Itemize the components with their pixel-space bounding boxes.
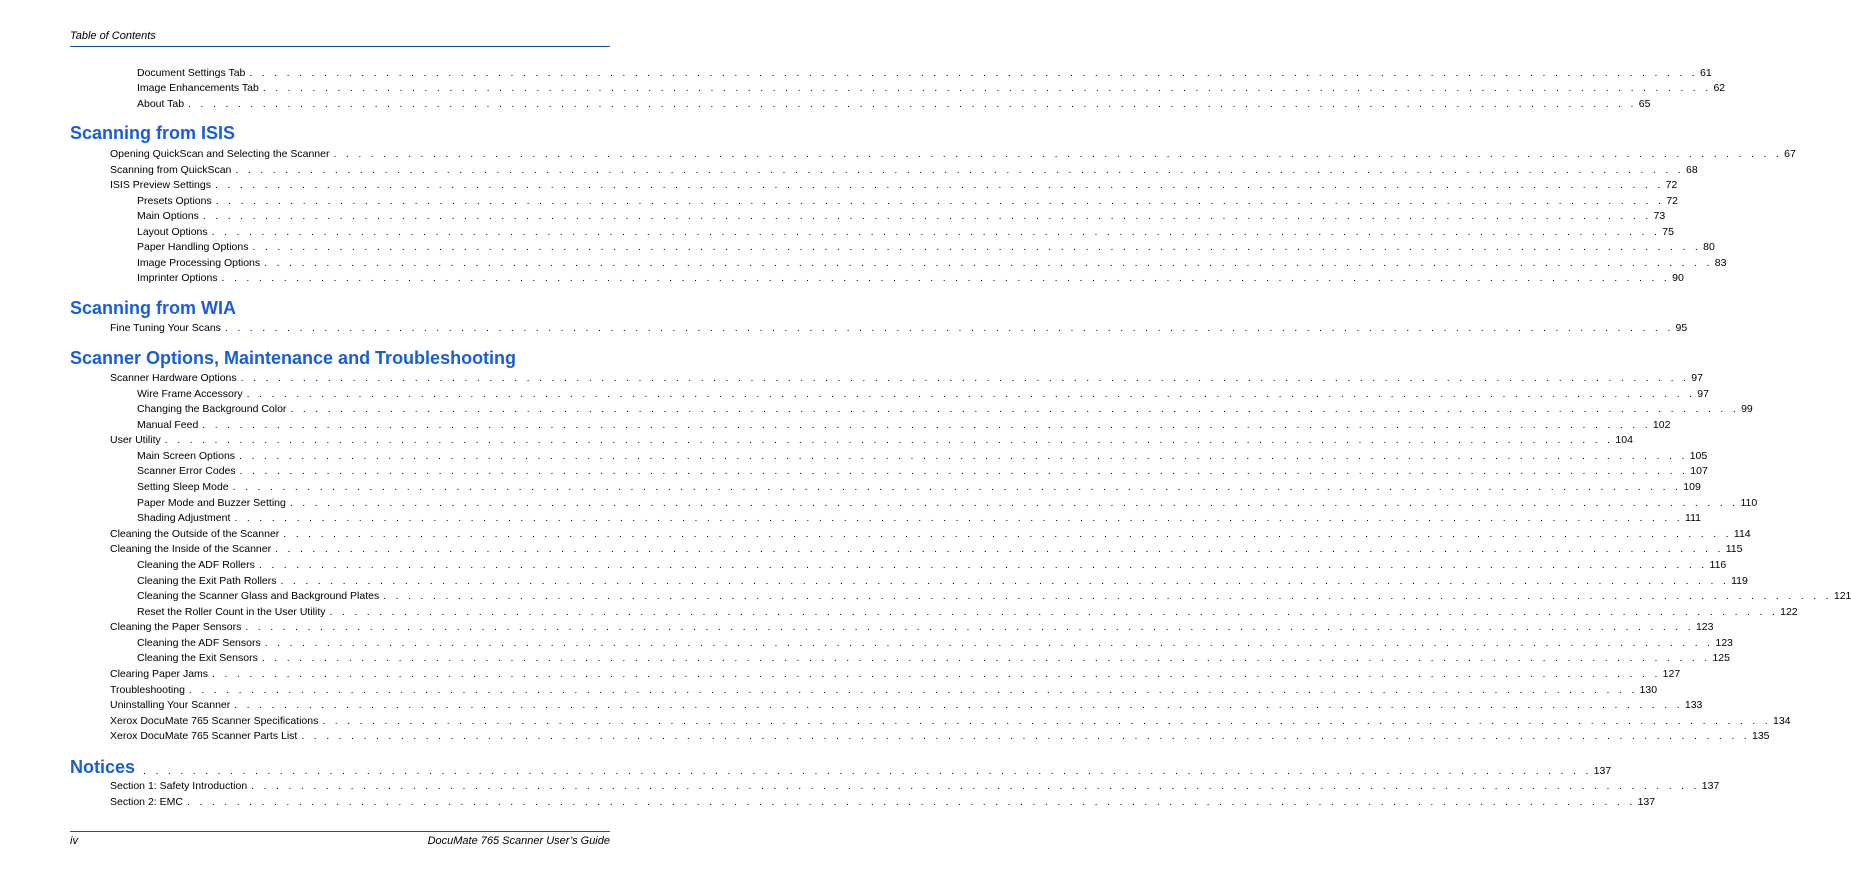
toc-entry-page: 110 xyxy=(1740,497,1758,509)
toc-leader: . . . . . . . . . . . . . . . . . . . . . . . . . . . . . . . . . . . . . . . . . . . . . . . . . . . . . . . . . . . . . . . . . . . . . . . . . . . . . . . . . . . . . . . . . . . . . . . . . . . . . . . . . . . . . . . . . . . . . xyxy=(245,621,1694,633)
toc-leader: . . . . . . . . . . . . . . . . . . . . . . . . . . . . . . . . . . . . . . . . . . . . . . . . . . . . . . . . . . . . . . . . . . . . . . . . . . . . . . . . . . . . . . . . . . . . . . . . . . . . . . . . . . . . . . . . . . . . . xyxy=(221,272,1671,284)
toc-entry-page: 130 xyxy=(1639,684,1658,696)
toc-entry-page: 105 xyxy=(1689,450,1708,462)
section-heading-scanner-options[interactable] xyxy=(70,347,610,369)
toc-entry-page: 114 xyxy=(1733,528,1751,540)
toc-leader: . . . . . . . . . . . . . . . . . . . . . . . . . . . . . . . . . . . . . . . . . . . . . . . . . . . . . . . . . . . . . . . . . . . . . . . . . . . . . . . . . . . . . . . . . . . . . . . . . . . . . . . . . . . . . . . . . . . . . xyxy=(232,481,1682,493)
toc-entry-page: 125 xyxy=(1712,652,1730,664)
toc-leader: . . . . . . . . . . . . . . . . . . . . . . . . . . . . . . . . . . . . . . . . . . . . . . . . . . . . . . . . . . . . . . . . . . . . . . . . . . . . . . . . . . . . . . . . . . . . . . . . . . . . . . . . . . . . . . . . . . . . . xyxy=(383,590,1832,602)
toc-leader: . . . . . . . . . . . . . . . . . . . . . . . . . . . . . . . . . . . . . . . . . . . . . . . . . . . . . . . . . . . . . . . . . . . . . . . . . . . . . . . . . . . . . . . . . . . . . . . . . . . . . . . . . . . . . . . . . . . . . xyxy=(301,730,1750,742)
toc-entry-title: Imprinter Options xyxy=(137,272,218,284)
toc-entry[interactable] xyxy=(137,272,1684,285)
toc-entry-title: Cleaning the Exit Sensors xyxy=(137,652,258,664)
toc-entry-page: 83 xyxy=(1714,257,1727,269)
toc-entry-page: 115 xyxy=(1725,543,1743,555)
toc-entry-page: 107 xyxy=(1690,465,1708,477)
toc-entry-title: Main Screen Options xyxy=(137,450,236,462)
toc-leader: . . . . . . . . . . . . . . . . . . . . . . . . . . . . . . . . . . . . . . . . . . . . . . . . . . . . . . . . . . . . . . . . . . . . . . . . . . . . . . . . . . . . . . . . . . . . . . . . . . . . . . . . . . . . . . . . . . . . . xyxy=(239,465,1689,477)
toc-entry-page: 127 xyxy=(1662,668,1681,680)
toc-entry[interactable] xyxy=(137,497,1758,510)
toc-entry[interactable] xyxy=(110,684,1658,697)
toc-entry[interactable] xyxy=(137,559,1727,572)
toc-entry-title: Xerox DocuMate 765 Scanner Specifications xyxy=(110,715,319,727)
toc-entry-page: 133 xyxy=(1684,699,1703,711)
toc-entry[interactable] xyxy=(137,606,1798,619)
toc-entry[interactable] xyxy=(110,148,1796,161)
toc-leader: . . . . . . . . . . . . . . . . . . . . . . . . . . . . . . . . . . . . . . . . . . . . . . . . . . . . . . . . . . . . . . . . . . . . . . . . . . . . . . . . . . . . . . . . . . . . . . . . . . . . . . . . . . . . . . . . . . . . . xyxy=(258,559,1708,571)
toc-entry-title: Xerox DocuMate 765 Scanner Parts List xyxy=(110,730,298,742)
toc-leader: . . . . . . . . . . . . . . . . . . . . . . . . . . . . . . . . . . . . . . . . . . . . . . . . . . . . . . . . . . . . . . . . . . . . . . . . . . . . . . . . . . . . . . . . . . . . . . . . . . . . . . . . . . . . . . . . . . . . . xyxy=(289,497,1739,509)
toc-leader: . . . . . . . . . . . . . . . . . . . . . . . . . . . . . . . . . . . . . . . . . . . . . . . . . . . . . . . . . . . . . . . . . . . . . . . . . . . . . . . . . . . . . . . . . . . . . . . . . . . . . . . . . . . . . . . . . . . . . xyxy=(240,372,1690,384)
toc-entry-title: Image Enhancements Tab xyxy=(137,82,259,94)
toc-leader: . . . . . . . . . . . . . . . . . . . . . . . . . . . . . . . . . . . . . . . . . . . . . . . . . . . . . . . . . . . . . . . . . . . . . . . . . . . . . . . . . . . . . . . . . . . . . . . . . . . . . . . . . . . . . . . . . . . . . xyxy=(275,543,1724,555)
section-title: Scanning from WIA xyxy=(70,298,236,318)
toc-entry-page: 72 xyxy=(1666,195,1679,207)
toc-leader: . . . . . . . . . . . . . . . . . . . . . . . . . . . . . . . . . . . . . . . . . . . . . . . . . . . . . . . . . . . . . . . . . . . . . . . . . . . . . . . . . . . . . . . . . . . . . . . . . . . . . . . . . . . . . . . . . . . . . xyxy=(235,164,1685,176)
toc-entry-page: 122 xyxy=(1780,606,1798,618)
toc-leader: . . . . . . . . . . . . . . . . . . . . . . . . . . . . . . . . . . . . . . . . . . . . . . . . . . . . . . . . . . . . . . . . . . . . . . . . . . . . . . . . . . . . . . . . . . . . . . . . . . . . . . . . . . . . . . . . . . . . . xyxy=(202,210,1652,222)
toc-leader: . . . . . . . . . . . . . . . . . . . . . . . . . . . . . . . . . . . . . . . . . . . . . . . . . . . . . . . . . . . . . . . . . . . . . . . . . . . . . . . . . . . . . . . . . . . . . . . . . . . . . . . . . . . . . . . . . . . . . xyxy=(234,699,1683,711)
toc-entry-page: 137 xyxy=(1637,796,1656,808)
toc-entry-page: 62 xyxy=(1713,82,1726,94)
toc-entry-title: User Utility xyxy=(110,434,161,446)
toc-leader: . . . . . . . . . . . . . . . . . . . . . . . . . . . . . . . . . . . . . . . . . . . . . . . . . . . . . . . . . . . . . . . . . . . . . . . . . . . . . . . . . . . . . . . . . . . . . . . . . . . . . . . . . . . . . . . . . . . . . xyxy=(280,575,1730,587)
toc-entry-title: Cleaning the Inside of the Scanner xyxy=(110,543,272,555)
toc-entry-page: 119 xyxy=(1731,575,1748,587)
section-title: Notices xyxy=(70,757,136,777)
toc-leader: . . . . . . . . . . . . . . . . . . . . . . . . . . . . . . . . . . . . . . . . . . . . . . . . . . . . . . . . . . . . . . . . . . . . . . . . . . . . . . . . . . . . . . . . . . . . . . . . . . . . . . . . . . . . . . . . . . . . . xyxy=(202,419,1651,431)
toc-entry-title: Opening QuickScan and Selecting the Scanner xyxy=(110,148,330,160)
page-number: iv xyxy=(70,835,78,847)
toc-entry-page: 109 xyxy=(1683,481,1701,493)
section-heading-notices[interactable] xyxy=(70,756,1612,778)
toc-entry[interactable] xyxy=(110,528,1751,541)
section-heading-scanning-from-wia[interactable] xyxy=(70,297,610,319)
toc-leader: . . . . . . . . . . . . . . . . . . . . . . . . . . . . . . . . . . . . . . . . . . . . . . . . . . . . . . . . . . . . . . . . . . . . . . . . . . . . . . . . . . . . . . . . . . . . . . . . . . . . . . . . . . . . . . . . . . . . . xyxy=(186,796,1636,808)
toc-entry[interactable] xyxy=(110,621,1714,634)
toc-entry-title: Clearing Paper Jams xyxy=(110,668,209,680)
toc-leader: . . . . . . . . . . . . . . . . . . . . . . . . . . . . . . . . . . . . . . . . . . . . . . . . . . . . . . . . . . . . . . . . . . . . . . . . . . . . . . . . . . . . . . . . . . . . . . . . . . . . . . . . . . . . . . . . . . . . . xyxy=(215,195,1665,207)
toc-leader: . . . . . . . . . . . . . . . . . . . . . . . . . . . . . . . . . . . . . . . . . . . . . . . . . . . . . . . . . . . . . . . . . . . . . . . . . . . . . . . . . . . . . . . . . . . . . . . . . . . . . . . . . . . . . . . . . . . . . xyxy=(251,780,1700,792)
toc-entry-title: About Tab xyxy=(137,98,185,110)
toc-leader: . . . . . . . . . . . . . . . . . . . . . . . . . . . . . . . . . . . . . . . . . . . . . . . . . . . . . . . . . . . . . . . . . . . . . . . . . . . . . . . . . . . . . . . . . . . . . . . . . . . . . . . . . . . . . . . . . . . . . xyxy=(283,528,1732,540)
toc-entry-page: 99 xyxy=(1741,403,1753,415)
toc-entry-title: Shading Adjustment xyxy=(137,512,231,524)
toc-entry-page: 65 xyxy=(1638,98,1651,110)
toc-entry-title: Paper Mode and Buzzer Setting xyxy=(137,497,286,509)
toc-entry[interactable] xyxy=(137,195,1679,208)
toc-leader: . . . . . . . . . . . . . . . . . . . . . . . . . . . . . . . . . . . . . . . . . . . . . . . . . . . . . . . . . . . . . . . . . . . . . . . . . . . . . . . . . . . . . . . . . . . . . . . . . . . . . . . . . . . . . . . . . . . . . xyxy=(211,226,1661,238)
toc-entry-title: Cleaning the Outside of the Scanner xyxy=(110,528,280,540)
toc-leader: . . . . . . . . . . . . . . . . . . . . . . . . . . . . . . . . . . . . . . . . . . . . . . . . . . . . . . . . . . . . . . . . . . . . . . . . . . . . . . . . . . . . . . . . . . . . . . . . . . . . . . . . . . . . . . . . . . . . . xyxy=(264,637,1714,649)
toc-entry-title: Troubleshooting xyxy=(110,684,185,696)
toc-entry-title: Cleaning the Exit Path Rollers xyxy=(137,575,277,587)
footer-rule xyxy=(70,831,610,832)
toc-entry-title: ISIS Preview Settings xyxy=(110,179,211,191)
section-title: Scanner Options, Maintenance and Troubleshooting xyxy=(70,348,517,368)
toc-entry-page: 72 xyxy=(1665,179,1678,191)
toc-leader: . . . . . . . . . . . . . . . . . . . . . . . . . . . . . . . . . . . . . . . . . . . . . . . . . . . . . . . . . . . . . . . . . . . . . . . . . . . . . . . . . . . . . . . . . . . . . . . . . . . . . . . . . . . . . . . . . . . . . xyxy=(234,512,1684,524)
toc-entry-page: 80 xyxy=(1703,241,1715,253)
toc-entry-title: Main Options xyxy=(137,210,199,222)
toc-entry-title: Section 1: Safety Introduction xyxy=(110,780,248,792)
toc-leader: . . . . . . . . . . . . . . . . . . . . . . . . . . . . . . . . . . . . . . . . . . . . . . . . . . . . . . . . . . . . . . . . . . . . . . . . . . . . . . . . . . . . . . . . . . . . . . . . . . . . . . . . . . . . . . . . . . . . . xyxy=(188,684,1638,696)
section-title: Scanning from ISIS xyxy=(70,123,236,143)
toc-entry[interactable] xyxy=(137,575,1748,588)
toc-entry-title: Document Settings Tab xyxy=(137,67,246,79)
toc-entry[interactable] xyxy=(137,257,1727,270)
toc-entry-title: Presets Options xyxy=(137,195,212,207)
toc-leader: . . . . . . . . . . . . . . . . . . . . . . . . . . . . . . . . . . . . . . . . . . . . . . . . . . . . . . . . . . . . . . . . . . . . . . . . . . . . . . . . . . . . . . . . . . . . . . . . . . . . . . . . . . . . . . . . . . . . . xyxy=(261,652,1711,664)
toc-entry-title: Scanner Error Codes xyxy=(137,465,236,477)
toc-entry-title: Fine Tuning Your Scans xyxy=(110,322,221,334)
toc-entry[interactable] xyxy=(137,590,1851,603)
toc-entry-page: 134 xyxy=(1773,715,1791,727)
toc-entry[interactable] xyxy=(137,210,1666,223)
toc-entry-page: 102 xyxy=(1652,419,1671,431)
toc-entry[interactable] xyxy=(137,226,1674,239)
toc-entry-title: Image Processing Options xyxy=(137,257,261,269)
toc-entry[interactable] xyxy=(137,465,1708,478)
toc-entry[interactable] xyxy=(110,699,1703,712)
toc-leader: . . . . . . . . . . . . . . . . . . . . . . . . . . . . . . . . . . . . . . . . . . . . . . . . . . . . . . . . . . . . . . . . . . . . . . . . . . . . . . . . . . . . . . . . . . . . . . . . . . . . . . . . . . . . . . . . . . . . . xyxy=(143,765,1592,777)
toc-entry-page: 90 xyxy=(1672,272,1684,284)
toc-leader: . . . . . . . . . . . . . . . . . . . . . . . . . . . . . . . . . . . . . . . . . . . . . . . . . . . . . . . . . . . . . . . . . . . . . . . . . . . . . . . . . . . . . . . . . . . . . . . . . . . . . . . . . . . . . . . . . . . . . xyxy=(333,148,1783,160)
toc-entry-title: Changing the Background Color xyxy=(137,403,287,415)
toc-entry-page: 97 xyxy=(1697,388,1709,400)
toc-leader: . . . . . . . . . . . . . . . . . . . . . . . . . . . . . . . . . . . . . . . . . . . . . . . . . . . . . . . . . . . . . . . . . . . . . . . . . . . . . . . . . . . . . . . . . . . . . . . . . . . . . . . . . . . . . . . . . . . . . xyxy=(249,67,1698,79)
toc-entry[interactable] xyxy=(137,388,1709,401)
toc-leader: . . . . . . . . . . . . . . . . . . . . . . . . . . . . . . . . . . . . . . . . . . . . . . . . . . . . . . . . . . . . . . . . . . . . . . . . . . . . . . . . . . . . . . . . . . . . . . . . . . . . . . . . . . . . . . . . . . . . . xyxy=(329,606,1779,618)
toc-entry-title: Section 2: EMC xyxy=(110,796,183,808)
toc-entry[interactable] xyxy=(137,82,1726,95)
toc-entry[interactable] xyxy=(137,241,1715,254)
toc-entry[interactable] xyxy=(137,652,1730,665)
section-heading-scanning-from-isis[interactable] xyxy=(70,122,610,144)
toc-leader: . . . . . . . . . . . . . . . . . . . . . . . . . . . . . . . . . . . . . . . . . . . . . . . . . . . . . . . . . . . . . . . . . . . . . . . . . . . . . . . . . . . . . . . . . . . . . . . . . . . . . . . . . . . . . . . . . . . . . xyxy=(246,388,1696,400)
toc-entry[interactable] xyxy=(110,164,1698,177)
toc-entry-title: Cleaning the ADF Rollers xyxy=(137,559,255,571)
toc-leader: . . . . . . . . . . . . . . . . . . . . . . . . . . . . . . . . . . . . . . . . . . . . . . . . . . . . . . . . . . . . . . . . . . . . . . . . . . . . . . . . . . . . . . . . . . . . . . . . . . . . . . . . . . . . . . . . . . . . . xyxy=(264,257,1713,269)
toc-leader: . . . . . . . . . . . . . . . . . . . . . . . . . . . . . . . . . . . . . . . . . . . . . . . . . . . . . . . . . . . . . . . . . . . . . . . . . . . . . . . . . . . . . . . . . . . . . . . . . . . . . . . . . . . . . . . . . . . . . xyxy=(322,715,1771,727)
toc-leader: . . . . . . . . . . . . . . . . . . . . . . . . . . . . . . . . . . . . . . . . . . . . . . . . . . . . . . . . . . . . . . . . . . . . . . . . . . . . . . . . . . . . . . . . . . . . . . . . . . . . . . . . . . . . . . . . . . . . . xyxy=(188,98,1637,110)
toc-leader: . . . . . . . . . . . . . . . . . . . . . . . . . . . . . . . . . . . . . . . . . . . . . . . . . . . . . . . . . . . . . . . . . . . . . . . . . . . . . . . . . . . . . . . . . . . . . . . . . . . . . . . . . . . . . . . . . . . . . xyxy=(252,241,1702,253)
toc-entry-page: 123 xyxy=(1715,637,1733,649)
toc-entry[interactable] xyxy=(137,419,1671,432)
toc-entry-title: Uninstalling Your Scanner xyxy=(110,699,231,711)
toc-entry-title: Paper Handling Options xyxy=(137,241,249,253)
toc-entry[interactable] xyxy=(110,434,1633,447)
toc-entry[interactable] xyxy=(110,780,1720,793)
toc-entry-page: 73 xyxy=(1653,210,1666,222)
toc-entry[interactable] xyxy=(137,637,1733,650)
toc-entry-title: Scanning from QuickScan xyxy=(110,164,232,176)
toc-leader: . . . . . . . . . . . . . . . . . . . . . . . . . . . . . . . . . . . . . . . . . . . . . . . . . . . . . . . . . . . . . . . . . . . . . . . . . . . . . . . . . . . . . . . . . . . . . . . . . . . . . . . . . . . . . . . . . . . . . xyxy=(214,179,1664,191)
toc-leader: . . . . . . . . . . . . . . . . . . . . . . . . . . . . . . . . . . . . . . . . . . . . . . . . . . . . . . . . . . . . . . . . . . . . . . . . . . . . . . . . . . . . . . . . . . . . . . . . . . . . . . . . . . . . . . . . . . . . . xyxy=(212,668,1661,680)
toc-entry-title: Setting Sleep Mode xyxy=(137,481,229,493)
toc-entry-title: Wire Frame Accessory xyxy=(137,388,243,400)
toc-entry-page: 61 xyxy=(1700,67,1712,79)
toc-entry-page: 121 xyxy=(1833,590,1851,602)
toc-entry[interactable] xyxy=(137,67,1712,80)
toc-entry[interactable] xyxy=(110,730,1770,743)
toc-leader: . . . . . . . . . . . . . . . . . . . . . . . . . . . . . . . . . . . . . . . . . . . . . . . . . . . . . . . . . . . . . . . . . . . . . . . . . . . . . . . . . . . . . . . . . . . . . . . . . . . . . . . . . . . . . . . . . . . . . xyxy=(239,450,1688,462)
toc-entry[interactable] xyxy=(137,98,1651,111)
toc-leader: . . . . . . . . . . . . . . . . . . . . . . . . . . . . . . . . . . . . . . . . . . . . . . . . . . . . . . . . . . . . . . . . . . . . . . . . . . . . . . . . . . . . . . . . . . . . . . . . . . . . . . . . . . . . . . . . . . . . . xyxy=(262,82,1712,94)
toc-entry[interactable] xyxy=(137,403,1753,416)
toc-entry[interactable] xyxy=(110,179,1678,192)
toc-entry-page: 95 xyxy=(1675,322,1688,334)
toc-entry-page: 135 xyxy=(1751,730,1770,742)
toc-entry-page: 104 xyxy=(1615,434,1633,446)
toc-entry-title: Scanner Hardware Options xyxy=(110,372,237,384)
toc-entry-title: Cleaning the Paper Sensors xyxy=(110,621,242,633)
toc-leader: . . . . . . . . . . . . . . . . . . . . . . . . . . . . . . . . . . . . . . . . . . . . . . . . . . . . . . . . . . . . . . . . . . . . . . . . . . . . . . . . . . . . . . . . . . . . . . . . . . . . . . . . . . . . . . . . . . . . . xyxy=(290,403,1740,415)
toc-entry-title: Layout Options xyxy=(137,226,208,238)
toc-entry[interactable] xyxy=(137,481,1701,494)
toc-entry-title: Manual Feed xyxy=(137,419,199,431)
toc-entry-page: 137 xyxy=(1701,780,1720,792)
running-footer-title: DocuMate 765 Scanner User’s Guide xyxy=(427,835,610,847)
toc-entry[interactable] xyxy=(110,372,1703,385)
toc-entry-page: 97 xyxy=(1691,372,1703,384)
toc-entry-title: Cleaning the ADF Sensors xyxy=(137,637,261,649)
toc-entry[interactable] xyxy=(137,450,1708,463)
toc-entry-page: 123 xyxy=(1695,621,1714,633)
toc-leader: . . . . . . . . . . . . . . . . . . . . . . . . . . . . . . . . . . . . . . . . . . . . . . . . . . . . . . . . . . . . . . . . . . . . . . . . . . . . . . . . . . . . . . . . . . . . . . . . . . . . . . . . . . . . . . . . . . . . . xyxy=(164,434,1614,446)
toc-entry[interactable] xyxy=(110,796,1656,809)
toc-entry-title: Reset the Roller Count in the User Utility xyxy=(137,606,326,618)
toc-entry-page: 116 xyxy=(1709,559,1727,571)
toc-entry-page: 67 xyxy=(1784,148,1796,160)
running-header: Table of Contents xyxy=(70,30,156,42)
toc-entry-page: 68 xyxy=(1686,164,1698,176)
toc-entry[interactable] xyxy=(110,715,1791,728)
toc-entry-page: 111 xyxy=(1685,512,1701,524)
toc-entry-page: 75 xyxy=(1662,226,1674,238)
header-rule xyxy=(70,46,610,47)
toc-entry[interactable] xyxy=(110,543,1743,556)
toc-entry[interactable] xyxy=(110,668,1681,681)
toc-entry-page: 137 xyxy=(1593,765,1612,777)
toc-entry[interactable] xyxy=(137,512,1701,525)
toc-entry[interactable] xyxy=(110,322,1688,335)
toc-leader: . . . . . . . . . . . . . . . . . . . . . . . . . . . . . . . . . . . . . . . . . . . . . . . . . . . . . . . . . . . . . . . . . . . . . . . . . . . . . . . . . . . . . . . . . . . . . . . . . . . . . . . . . . . . . . . . . . . . . xyxy=(224,322,1674,334)
toc-entry-title: Cleaning the Scanner Glass and Background Plates xyxy=(137,590,380,602)
